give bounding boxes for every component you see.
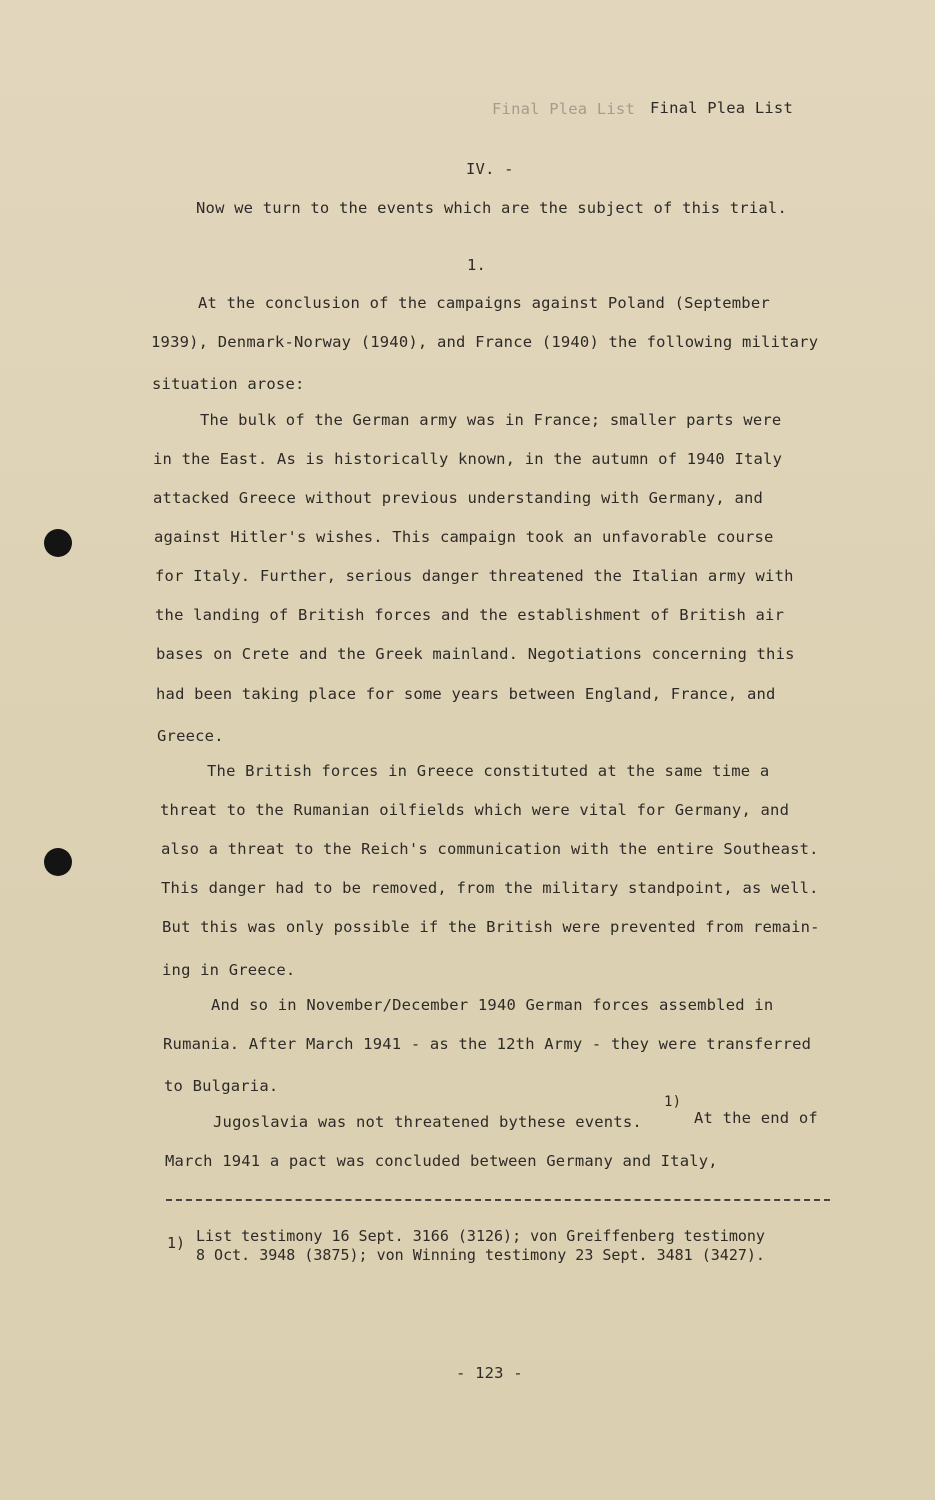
text-line: situation arose: [152,375,305,393]
footnote-divider [166,1199,830,1201]
punch-hole [44,529,72,557]
header-ghost-text: Final Plea List [492,100,635,118]
text-line: Jugoslavia was not threatened bythese events. [213,1113,642,1131]
intro-sentence: Now we turn to the events which are the subject of this trial. [196,199,787,217]
text-line: March 1941 a pact was concluded between Germany and Italy, [165,1152,718,1170]
text-line: bases on Crete and the Greek mainland. Negotiations concerning this [156,645,795,663]
text-line: At the conclusion of the campaigns against Poland (September [198,294,770,312]
footnote-line: 8 Oct. 3948 (3875); von Winning testimony 23 Sept. 3481 (3427). [196,1246,765,1264]
text-line: in the East. As is historically known, in the autumn of 1940 Italy [153,450,783,468]
subsection-number: 1. [467,256,487,274]
text-line: And so in November/December 1940 German forces assembled in [211,996,774,1014]
text-line: This danger had to be removed, from the military standpoint, as well. [161,879,819,897]
text-line: But this was only possible if the British were prevented from remain- [162,918,820,936]
text-line: the landing of British forces and the establishment of British air [155,606,785,624]
text-line: also a threat to the Reich's communication with the entire Southeast. [161,840,819,858]
text-line: The bulk of the German army was in France; smaller parts were [200,411,782,429]
text-line: At the end of [694,1109,818,1127]
footnote-line: List testimony 16 Sept. 3166 (3126); von Greiffenberg testimony [196,1227,765,1245]
text-line: The British forces in Greece constituted at the same time a [207,762,770,780]
page-number: - 123 - [456,1364,523,1382]
text-line: Greece. [157,727,224,745]
text-line: for Italy. Further, serious danger threatened the Italian army with [155,567,794,585]
punch-hole [44,848,72,876]
text-line: 1939), Denmark-Norway (1940), and France (1940) the following military [151,333,819,351]
page-header-title: Final Plea List [650,99,793,117]
text-line: ing in Greece. [162,961,296,979]
text-line: had been taking place for some years between England, France, and [156,685,776,703]
text-line: to Bulgaria. [164,1077,279,1095]
text-line: attacked Greece without previous understanding with Germany, and [153,489,764,507]
footnote-reference: 1) [664,1094,682,1110]
text-line: Rumania. After March 1941 - as the 12th Army - they were transferred [163,1035,812,1053]
footnote-mark: 1) [167,1234,186,1252]
text-line: threat to the Rumanian oilfields which were vital for Germany, and [160,801,790,819]
section-heading: IV. - [466,160,514,178]
text-line: against Hitler's wishes. This campaign took an unfavorable course [154,528,774,546]
